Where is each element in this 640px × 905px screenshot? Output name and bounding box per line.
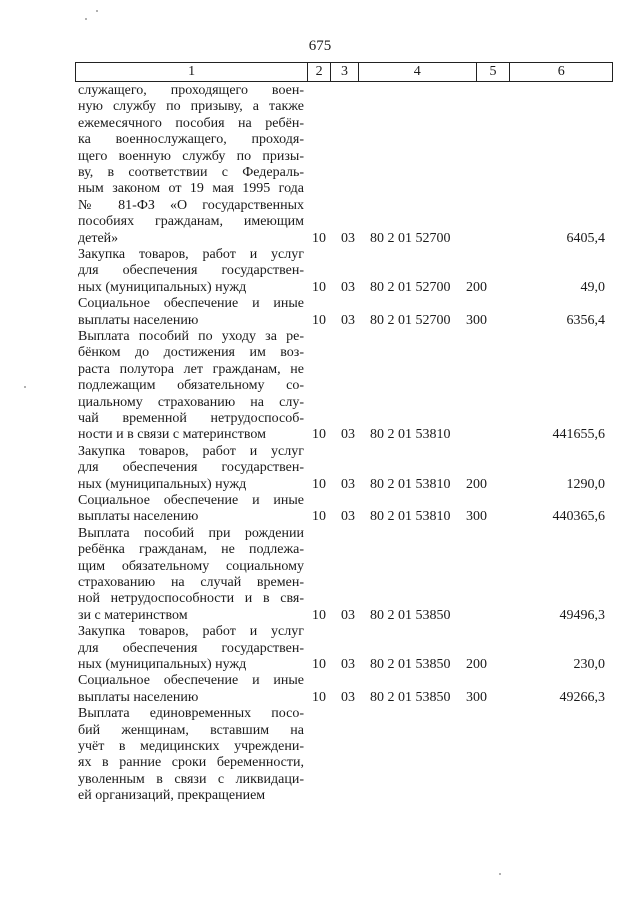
description-line: раста полутора лет гражданам, не xyxy=(78,361,304,377)
cell-c4: 80 2 01 52700 xyxy=(370,312,451,328)
table-row xyxy=(0,329,640,444)
description-line: ву, в соответствии с Федераль- xyxy=(78,165,304,181)
cell-c3: 03 xyxy=(341,312,355,328)
description-line: для обеспечения государствен- xyxy=(78,460,304,476)
description-line: подлежащим обязательному со- xyxy=(78,378,304,394)
row-description xyxy=(78,444,304,493)
cell-c4: 80 2 01 53850 xyxy=(370,689,451,705)
row-description xyxy=(78,83,304,247)
description-line: для обеспечения государствен- xyxy=(78,640,304,656)
description-line: служащего, проходящего воен- xyxy=(78,83,304,98)
cell-c3: 03 xyxy=(341,656,355,672)
page-number: 675 xyxy=(308,38,332,54)
description-line: ях в ранние сроки беременности, xyxy=(78,755,304,771)
cell-c6: 1290,0 xyxy=(566,476,605,492)
cell-c4: 80 2 01 53850 xyxy=(370,656,451,672)
description-line: ежемесячного пособия на ребён- xyxy=(78,115,304,131)
cell-c6: 6356,4 xyxy=(566,312,605,328)
description-line: № 81-ФЗ «О государственных xyxy=(78,197,304,213)
description-line: щим обязательному социальному xyxy=(78,558,304,574)
cell-c3: 03 xyxy=(341,427,355,443)
cell-c3: 03 xyxy=(341,607,355,623)
description-line: Социальное обеспечение и иные xyxy=(78,296,304,312)
header-col-5: 5 xyxy=(477,63,511,81)
scan-speck xyxy=(96,10,98,12)
cell-c2: 10 xyxy=(312,656,326,672)
row-description xyxy=(78,706,304,804)
cell-c6: 441655,6 xyxy=(552,427,605,443)
description-line: ных (муниципальных) нужд xyxy=(78,279,247,295)
description-line: для обеспечения государствен- xyxy=(78,263,304,279)
row-description xyxy=(78,296,304,329)
cell-c3: 03 xyxy=(341,476,355,492)
description-line: детей» xyxy=(78,230,119,246)
description-line: Закупка товаров, работ и услуг xyxy=(78,624,304,640)
header-col-1: 1 xyxy=(76,63,308,81)
header-col-6: 6 xyxy=(557,64,565,79)
cell-c6: 49266,3 xyxy=(559,689,605,705)
cell-c5: 300 xyxy=(466,689,487,705)
table-row xyxy=(0,83,640,247)
row-description xyxy=(78,526,304,624)
description-line: чай временной нетрудоспособ- xyxy=(78,411,304,427)
row-description xyxy=(78,493,304,526)
description-line: циальному страхованию на слу- xyxy=(78,394,304,410)
cell-c4: 80 2 01 53810 xyxy=(370,476,451,492)
description-line: Выплата пособий при рождении xyxy=(78,525,304,541)
cell-c2: 10 xyxy=(312,230,326,246)
table-row xyxy=(0,526,640,624)
description-line: ности и в связи с материнством xyxy=(78,427,266,443)
cell-c4: 80 2 01 52700 xyxy=(370,230,451,246)
header-col-3: 3 xyxy=(331,63,359,81)
cell-c6: 440365,6 xyxy=(552,509,605,525)
cell-c3: 03 xyxy=(341,689,355,705)
cell-c2: 10 xyxy=(312,279,326,295)
cell-c4: 80 2 01 53810 xyxy=(370,427,451,443)
description-line: учёт в медицинских учреждени- xyxy=(78,739,304,754)
cell-c5: 200 xyxy=(466,656,487,672)
description-line: уволенным в связи с ликвидаци- xyxy=(78,771,304,787)
cell-c6: 230,0 xyxy=(573,656,605,672)
cell-c4: 80 2 01 53850 xyxy=(370,607,451,623)
description-line: Социальное обеспечение и иные xyxy=(78,493,304,508)
description-line: ных (муниципальных) нужд xyxy=(78,476,247,492)
row-description xyxy=(78,247,304,296)
scan-speck xyxy=(499,873,501,875)
cell-c2: 10 xyxy=(312,607,326,623)
table-row xyxy=(0,296,640,329)
header-col-2: 2 xyxy=(308,63,331,81)
description-line: ной нетрудоспособности и в свя- xyxy=(78,591,304,607)
description-line: Закупка товаров, работ и услуг xyxy=(78,247,304,262)
description-line: пособиях гражданам, имеющим xyxy=(78,214,304,230)
cell-c2: 10 xyxy=(312,427,326,443)
cell-c2: 10 xyxy=(312,689,326,705)
scan-speck xyxy=(85,18,87,20)
description-line: страхованию на случай времен- xyxy=(78,575,304,591)
cell-c6: 49496,3 xyxy=(559,607,605,623)
description-line: ребёнка гражданам, не подлежа- xyxy=(78,542,304,558)
description-line: щего военную службу по призы- xyxy=(78,148,304,164)
table-row xyxy=(0,706,640,804)
header-col-4: 4 xyxy=(359,63,477,81)
cell-c2: 10 xyxy=(312,312,326,328)
description-line: бёнком до достижения им воз- xyxy=(78,345,304,361)
table-row xyxy=(0,493,640,526)
table-header-row xyxy=(75,62,613,82)
description-line: выплаты населению xyxy=(78,312,199,328)
description-line: зи с материнством xyxy=(78,607,188,623)
row-description xyxy=(78,673,304,706)
description-line: ную службу по призыву, а также xyxy=(78,99,304,115)
cell-c6: 49,0 xyxy=(580,279,605,295)
description-line: Социальное обеспечение и иные xyxy=(78,673,304,689)
cell-c3: 03 xyxy=(341,279,355,295)
description-line: Выплата единовременных посо- xyxy=(78,706,304,722)
description-line: бий женщинам, вставшим на xyxy=(78,722,304,738)
table-row xyxy=(0,247,640,296)
description-line: ных (муниципальных) нужд xyxy=(78,657,247,672)
description-line: выплаты населению xyxy=(78,689,199,705)
table-row xyxy=(0,444,640,493)
scan-speck xyxy=(24,386,26,388)
cell-c5: 200 xyxy=(466,476,487,492)
cell-c5: 200 xyxy=(466,279,487,295)
description-line: выплаты населению xyxy=(78,509,199,525)
cell-c6: 6405,4 xyxy=(566,230,605,246)
table-row xyxy=(0,624,640,673)
row-description xyxy=(78,329,304,444)
cell-c5: 300 xyxy=(466,509,487,525)
description-line: ей организаций, прекращением xyxy=(78,788,266,804)
description-line: Закупка товаров, работ и услуг xyxy=(78,443,304,459)
description-line: ным законом от 19 мая 1995 года xyxy=(78,181,304,197)
cell-c4: 80 2 01 53810 xyxy=(370,509,451,525)
cell-c2: 10 xyxy=(312,509,326,525)
cell-c3: 03 xyxy=(341,509,355,525)
description-line: ка военнослужащего, проходя- xyxy=(78,132,304,148)
cell-c5: 300 xyxy=(466,312,487,328)
row-description xyxy=(78,624,304,673)
cell-c2: 10 xyxy=(312,476,326,492)
table-row xyxy=(0,673,640,706)
cell-c3: 03 xyxy=(341,230,355,246)
description-line: Выплата пособий по уходу за ре- xyxy=(78,329,304,344)
cell-c4: 80 2 01 52700 xyxy=(370,279,451,295)
